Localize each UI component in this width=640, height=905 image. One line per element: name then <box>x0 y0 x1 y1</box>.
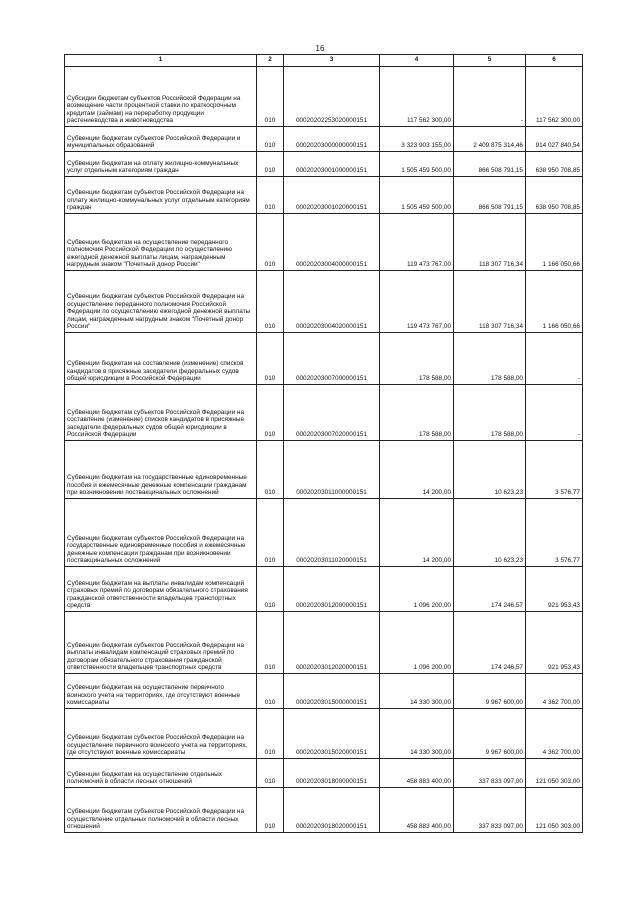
row-code: 010 <box>257 788 284 833</box>
table-row <box>65 441 583 499</box>
row-col5: 337 833 097,00 <box>454 788 526 833</box>
column-header: 1 <box>65 55 257 67</box>
row-kbk: 00020203001020000151 <box>284 177 380 214</box>
row-col4: 14 330 300,00 <box>380 674 454 709</box>
row-name: Субвенции бюджетам субъектов Российской Федерации на осуществление первичного воинского учета на территориях, где отсутствуют военные комиссариаты <box>65 709 257 759</box>
row-col6: 921 953,43 <box>526 567 583 612</box>
row-name: Субвенции бюджетам на государственные единовременные пособия и ежемесячные денежные компенсации гражданам при возникновении поствакцинальных осложнений <box>65 441 257 499</box>
row-col6: 121 050 303,00 <box>526 759 583 788</box>
row-col6: 914 027 840,54 <box>526 127 583 152</box>
table-row <box>65 152 583 177</box>
row-col5: 178 588,00 <box>454 333 526 385</box>
row-name: Субвенции бюджетам на осуществление первичного воинского учета на территориях, где отсутствуют военные комиссариаты <box>65 674 257 709</box>
page-number: 16 <box>315 44 325 53</box>
row-name: Субвенции бюджетам на выплаты инвалидам компенсаций страховых премий по договорам обязательного страхования гражданской ответственности владельцев транспортных средств <box>65 567 257 612</box>
table-row <box>65 67 583 127</box>
row-col6: 4 362 700,00 <box>526 709 583 759</box>
row-col6: 638 950 708,85 <box>526 152 583 177</box>
row-col5: 866 508 791,15 <box>454 152 526 177</box>
row-kbk: 00020203011000000151 <box>284 441 380 499</box>
row-code: 010 <box>257 385 284 441</box>
row-kbk: 00020203015020000151 <box>284 709 380 759</box>
row-col5: 118 307 716,34 <box>454 271 526 333</box>
table-row <box>65 214 583 271</box>
row-name: Субвенции бюджетам субъектов Российской Федерации на осуществление переданного полномочия Российской Федерации по осуществлению ежегодной денежной выплаты лицам, награжденным нагрудным знаком "Почетный донор России" <box>65 271 257 333</box>
row-col5: 174 246,57 <box>454 567 526 612</box>
row-kbk: 00020203012020000151 <box>284 612 380 674</box>
row-name: Субвенции бюджетам субъектов Российской Федерации на выплаты инвалидам компенсаций страховых премий по договорам обязательного страхования гражданской ответственности владельцев транспортных средств <box>65 612 257 674</box>
row-kbk: 00020203015000000151 <box>284 674 380 709</box>
row-code: 010 <box>257 177 284 214</box>
row-name: Субвенции бюджетам на осуществление отдельных полномочий в области лесных отношений <box>65 759 257 788</box>
column-header: 2 <box>257 55 284 67</box>
row-col6: 1 166 050,66 <box>526 214 583 271</box>
row-code: 010 <box>257 67 284 127</box>
table-row <box>65 612 583 674</box>
row-col4: 14 330 300,00 <box>380 709 454 759</box>
row-col6: 4 362 700,00 <box>526 674 583 709</box>
row-col4: 178 588,00 <box>380 333 454 385</box>
row-kbk: 00020203007020000151 <box>284 385 380 441</box>
budget-table <box>64 54 583 833</box>
row-name: Субвенции бюджетам на осуществление переданного полномочия Российской Федерации по осуществлению ежегодной денежной выплаты лицам, награжденным нагрудным знаком "Почетный донор России" <box>65 214 257 271</box>
row-col4: 458 883 400,00 <box>380 759 454 788</box>
table-row <box>65 674 583 709</box>
row-kbk: 00020202253020000151 <box>284 67 380 127</box>
row-kbk: 00020203004000000151 <box>284 214 380 271</box>
row-col4: 119 473 767,00 <box>380 271 454 333</box>
row-col5: - <box>454 67 526 127</box>
row-col5: 2 409 875 314,46 <box>454 127 526 152</box>
column-header: 5 <box>454 55 526 67</box>
row-col4: 1 505 459 500,00 <box>380 152 454 177</box>
row-code: 010 <box>257 152 284 177</box>
row-code: 010 <box>257 709 284 759</box>
row-kbk: 00020203007000000151 <box>284 333 380 385</box>
table-row <box>65 385 583 441</box>
table-row <box>65 759 583 788</box>
row-col5: 9 967 600,00 <box>454 674 526 709</box>
table-row <box>65 788 583 833</box>
column-header: 4 <box>380 55 454 67</box>
row-col4: 14 200,00 <box>380 441 454 499</box>
row-name: Субвенции бюджетам на составление (изменение) списков кандидатов в присяжные заседатели федеральных судов общей юрисдикции в Российской Федерации <box>65 333 257 385</box>
table-row <box>65 333 583 385</box>
row-col4: 1 096 200,00 <box>380 612 454 674</box>
table-row <box>65 177 583 214</box>
row-code: 010 <box>257 499 284 567</box>
row-col4: 1 096 200,00 <box>380 567 454 612</box>
row-col4: 3 323 903 155,00 <box>380 127 454 152</box>
row-kbk: 00020203000000000151 <box>284 127 380 152</box>
row-col5: 866 508 791,15 <box>454 177 526 214</box>
row-name: Субвенции бюджетам субъектов Российской Федерации на составление (изменение) списков кандидатов в присяжные заседатели федеральных судов общей юрисдикции в Российской Федерации <box>65 385 257 441</box>
row-col5: 9 967 600,00 <box>454 709 526 759</box>
header-row <box>65 55 583 67</box>
row-col6: 117 562 300,00 <box>526 67 583 127</box>
row-col5: 10 623,23 <box>454 441 526 499</box>
row-col5: 174 246,57 <box>454 612 526 674</box>
row-col6: 638 950 708,85 <box>526 177 583 214</box>
row-name: Субвенции бюджетам субъектов Российской Федерации на государственные единовременные пособия и ежемесячные денежные компенсации гражданам при возникновении поствакцинальных осложнений <box>65 499 257 567</box>
row-code: 010 <box>257 612 284 674</box>
row-code: 010 <box>257 214 284 271</box>
row-kbk: 00020203004020000151 <box>284 271 380 333</box>
row-kbk: 00020203011020000151 <box>284 499 380 567</box>
row-kbk: 00020203018020000151 <box>284 788 380 833</box>
row-kbk: 00020203012000000151 <box>284 567 380 612</box>
row-col6: - <box>526 385 583 441</box>
row-col6: 1 166 050,66 <box>526 271 583 333</box>
row-kbk: 00020203018000000151 <box>284 759 380 788</box>
row-col5: 118 307 716,34 <box>454 214 526 271</box>
row-code: 010 <box>257 271 284 333</box>
row-col6: - <box>526 333 583 385</box>
row-col5: 178 588,00 <box>454 385 526 441</box>
row-col4: 14 200,00 <box>380 499 454 567</box>
row-name: Субсидии бюджетам субъектов Российской Федерации на возмещение части процентной ставки по краткосрочным кредитам (займам) на переработку продукции растениеводства и животноводства <box>65 67 257 127</box>
table-row <box>65 127 583 152</box>
row-code: 010 <box>257 674 284 709</box>
row-name: Субвенции бюджетам субъектов Российской Федерации и муниципальных образований <box>65 127 257 152</box>
row-name: Субвенции бюджетам субъектов Российской Федерации на осуществление отдельных полномочий в области лесных отношений <box>65 788 257 833</box>
column-header: 6 <box>526 55 583 67</box>
table-row <box>65 271 583 333</box>
row-col4: 1 505 459 500,00 <box>380 177 454 214</box>
row-col6: 921 953,43 <box>526 612 583 674</box>
row-name: Субвенции бюджетам субъектов Российской Федерации на оплату жилищно-коммунальных услуг отдельным категориям граждан <box>65 177 257 214</box>
row-code: 010 <box>257 127 284 152</box>
row-col6: 3 576,77 <box>526 441 583 499</box>
row-col6: 3 576,77 <box>526 499 583 567</box>
row-name: Субвенции бюджетам на оплату жилищно-коммунальных услуг отдельным категориям граждан <box>65 152 257 177</box>
table-row <box>65 709 583 759</box>
row-col4: 178 588,00 <box>380 385 454 441</box>
row-col4: 117 562 300,00 <box>380 67 454 127</box>
row-col4: 458 883 400,00 <box>380 788 454 833</box>
row-col4: 119 473 767,00 <box>380 214 454 271</box>
row-code: 010 <box>257 567 284 612</box>
row-kbk: 00020203001000000151 <box>284 152 380 177</box>
row-col5: 337 833 097,00 <box>454 759 526 788</box>
row-col5: 10 623,23 <box>454 499 526 567</box>
column-header: 3 <box>284 55 380 67</box>
row-code: 010 <box>257 441 284 499</box>
row-code: 010 <box>257 333 284 385</box>
row-code: 010 <box>257 759 284 788</box>
table-row <box>65 499 583 567</box>
row-col6: 121 050 303,00 <box>526 788 583 833</box>
table-row <box>65 567 583 612</box>
